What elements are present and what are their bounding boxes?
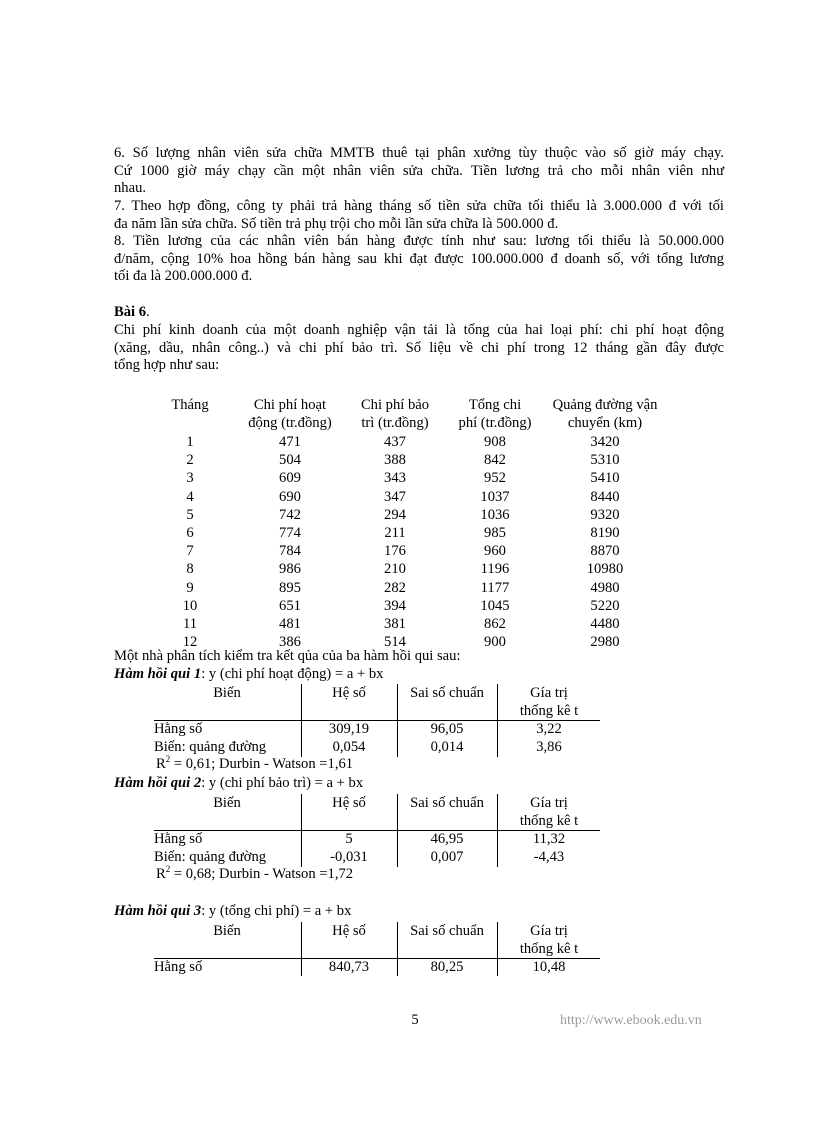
regression-header-row [154, 684, 600, 720]
table-row [160, 579, 680, 597]
header-t-statistic [498, 684, 600, 720]
table-cell: 504 [279, 452, 301, 469]
table-cell: 386 [279, 634, 301, 651]
header-standard-error: Sai số chuẩn [410, 795, 484, 811]
regression-formula: : y (chi phí hoạt động) = a + bx [201, 666, 384, 682]
footer-url: http://www.ebook.edu.vn [560, 1013, 702, 1028]
table-cell: 609 [279, 470, 301, 487]
table-cell: 895 [279, 579, 301, 596]
table-cell: 952 [484, 470, 506, 487]
regression-1-stats [156, 756, 353, 774]
table-body [160, 433, 680, 651]
table-cell: 3420 [590, 434, 620, 450]
regression-row [154, 830, 600, 848]
header-line: trì (tr.đồng) [361, 414, 429, 431]
header-t-statistic [498, 794, 600, 830]
table-cell: 8870 [590, 543, 620, 560]
table-row [160, 451, 680, 469]
regression-cell: 0,007 [430, 849, 464, 866]
table-cell: 7 [186, 543, 194, 560]
table-header-cell [540, 397, 670, 432]
regression-cell: 80,25 [430, 959, 464, 975]
paragraph-line: Cứ 1000 giờ máy chạy cần một nhân viên sửa chữa. Tiền lương trả cho mỗi nhân viên như [114, 162, 724, 179]
header-line: Quảng đường vận [552, 397, 658, 413]
header-line: Gía trị [530, 923, 568, 939]
exercise-title-dot: . [146, 304, 150, 320]
regression-cell: 0,054 [332, 739, 366, 756]
table-cell: 1196 [480, 561, 510, 578]
table-cell: 690 [279, 488, 301, 505]
table-cell: 960 [484, 543, 506, 560]
regression-header-row [154, 922, 600, 958]
table-cell: 1037 [480, 488, 510, 505]
table-cell: 294 [384, 506, 406, 523]
table-cell: 10980 [586, 561, 624, 578]
table-cell: 986 [279, 561, 301, 578]
table-cell: 651 [279, 597, 301, 614]
table-cell: 388 [384, 452, 406, 469]
table-row [160, 469, 680, 487]
table-cell: 908 [484, 434, 506, 450]
regression-cell: 840,73 [328, 959, 370, 975]
table-cell: 5 [186, 506, 194, 523]
regression-cell: 0,014 [430, 739, 464, 756]
table-header-cell [160, 397, 220, 415]
table-cell: 514 [384, 634, 406, 651]
table-cell: 5220 [590, 597, 620, 614]
table-header [160, 397, 680, 433]
table-cell: 9 [186, 579, 194, 596]
header-divider [154, 720, 600, 721]
table-cell: 471 [279, 434, 301, 450]
table-row [160, 542, 680, 560]
table-cell: 12 [182, 634, 198, 651]
table-cell: 900 [484, 634, 506, 651]
header-variable: Biến [213, 923, 241, 939]
header-line: Gía trị [530, 685, 568, 701]
header-divider [154, 958, 600, 959]
header-divider [154, 830, 600, 831]
table-cell: 210 [384, 561, 406, 578]
table-cell: 394 [384, 597, 406, 614]
r-squared-exponent: 2 [165, 754, 171, 765]
paragraph-line: nhau. [114, 180, 147, 197]
regression-cell: 3,22 [536, 721, 562, 737]
table-row [160, 488, 680, 506]
regression-1-title [114, 666, 383, 684]
header-line: chuyển (km) [567, 414, 643, 431]
regression-cell: 5 [345, 831, 353, 847]
table-row [160, 597, 680, 615]
table-cell: 6 [186, 524, 194, 541]
intro-line: (xăng, dầu, nhân công..) và chi phí bảo trì. Số liệu về chi phí trong 12 tháng gần đây được [114, 339, 724, 356]
header-coefficient: Hệ số [332, 685, 366, 701]
regression-2-title [114, 775, 363, 793]
header-line: thống kê t [519, 941, 579, 957]
header-standard-error: Sai số chuẩn [410, 923, 484, 939]
cost-data-table [160, 397, 680, 651]
table-cell: 282 [384, 579, 406, 596]
column-divider [301, 922, 302, 976]
table-cell: 985 [484, 524, 506, 541]
table-cell: 381 [384, 615, 406, 632]
regression-1-table [154, 684, 600, 757]
intro-line: Chi phí kinh doanh của một doanh nghiệp vận tải là tổng của hai loại phí: chi phí hoạt động [114, 322, 724, 338]
regression-cell: Biến: quảng đường [154, 739, 267, 756]
paragraph-line: 6. Số lượng nhân viên sửa chữa MMTB thuê tại phân xưởng tùy thuộc vào số giờ máy chạy. [114, 145, 724, 161]
table-cell: 862 [484, 615, 506, 632]
header-coefficient: Hệ số [332, 795, 366, 811]
regression-label: Hàm hồi qui 2 [114, 775, 202, 791]
r-squared-label: R [156, 756, 166, 772]
header-variable: Biến [213, 685, 241, 701]
table-cell: 1036 [480, 506, 510, 523]
table-cell: 5310 [590, 452, 620, 469]
analyst-note: Một nhà phân tích kiểm tra kết qủa của ba hàm hồi qui sau: [114, 648, 461, 664]
table-header-cell [345, 397, 445, 432]
table-cell: 4980 [590, 579, 620, 596]
regression-cell: -0,031 [330, 849, 368, 866]
regression-label: Hàm hồi qui 3 [114, 903, 202, 919]
regression-cell: Hằng số [154, 831, 203, 847]
table-cell: 176 [384, 543, 406, 560]
regression-3-table [154, 922, 600, 976]
table-header-cell [440, 397, 550, 432]
table-cell: 842 [484, 452, 506, 469]
header-line: thống kê t [519, 813, 579, 829]
table-cell: 2980 [590, 634, 620, 651]
table-cell: 8440 [590, 488, 620, 505]
paragraph-line: đ/năm, cộng 10% hoa hồng bán hàng sau khi đạt được 100.000.000 đ doanh số, với tổng lương [114, 250, 724, 267]
table-cell: 3 [186, 470, 194, 487]
table-row [160, 560, 680, 578]
table-row [160, 524, 680, 542]
header-line: phí (tr.đồng) [458, 414, 532, 431]
regression-2-stats [156, 866, 353, 884]
regression-cell: 96,05 [430, 721, 464, 737]
regression-cell: -4,43 [533, 849, 565, 866]
table-row [160, 506, 680, 524]
table-cell: 8190 [590, 524, 620, 541]
table-cell: 10 [182, 597, 198, 614]
paragraph-line: 7. Theo hợp đồng, công ty phải trả hàng tháng số tiền sửa chữa tối thiểu là 3.000.000 đ với tối [114, 198, 724, 214]
table-cell: 4 [186, 488, 194, 505]
table-cell: 11 [182, 615, 198, 632]
intro-line: tổng hợp như sau: [114, 357, 220, 374]
table-cell: 343 [384, 470, 406, 487]
exercise-title [114, 304, 150, 322]
table-cell: 5410 [590, 470, 620, 487]
table-cell: 742 [279, 506, 301, 523]
regression-row [154, 848, 600, 866]
table-cell: 1177 [480, 579, 510, 596]
regression-cell: 10,48 [532, 959, 566, 975]
header-line: Gía trị [530, 795, 568, 811]
table-cell: 774 [279, 524, 301, 541]
header-line: Tháng [171, 397, 209, 413]
header-standard-error: Sai số chuẩn [410, 685, 484, 701]
table-row [160, 615, 680, 633]
regression-label: Hàm hồi qui 1 [114, 666, 202, 682]
column-divider [497, 922, 498, 976]
table-cell: 2 [186, 452, 194, 469]
exercise-title-text: Bài 6 [114, 304, 147, 320]
regression-header-row [154, 794, 600, 830]
regression-formula: : y (tổng chi phí) = a + bx [201, 903, 352, 919]
table-cell: 4480 [590, 615, 620, 632]
regression-3-title [114, 903, 351, 921]
regression-cell: 11,32 [532, 831, 566, 847]
header-coefficient: Hệ số [332, 923, 366, 939]
table-cell: 8 [186, 561, 194, 578]
exercise-intro [114, 322, 724, 375]
regression-formula: : y (chi phí bảo trì) = a + bx [201, 775, 364, 791]
regression-row [154, 958, 600, 976]
regression-2-table [154, 794, 600, 867]
table-header-cell [235, 397, 345, 432]
table-cell: 784 [279, 543, 301, 560]
column-divider [397, 922, 398, 976]
stats-text: = 0,61; Durbin - Watson =1,61 [170, 756, 354, 772]
header-line: Tổng chi [468, 397, 522, 413]
regression-cell: 46,95 [430, 831, 464, 847]
regression-row [154, 738, 600, 756]
header-line: thống kê t [519, 703, 579, 719]
paragraph-item-7 [114, 198, 724, 233]
table-cell: 347 [384, 488, 406, 505]
table-cell: 211 [384, 524, 406, 541]
table-cell: 1045 [480, 597, 510, 614]
regression-row [154, 720, 600, 738]
paragraph-line: 8. Tiền lương của các nhân viên bán hàng được tính như sau: lương tối thiểu là 50.000.000 [114, 233, 724, 249]
table-cell: 1 [186, 434, 194, 450]
table-row [160, 433, 680, 451]
regression-cell: Hằng số [154, 721, 203, 737]
r-squared-label: R [156, 866, 166, 882]
header-line: Chi phí hoạt [253, 397, 327, 413]
header-variable: Biến [213, 795, 241, 811]
header-line: Chi phí bảo [360, 397, 430, 413]
regression-cell: Hằng số [154, 959, 203, 975]
regression-cell: Biến: quảng đường [154, 849, 267, 866]
table-cell: 481 [279, 615, 301, 632]
page-number: 5 [411, 1012, 419, 1028]
header-t-statistic [498, 922, 600, 958]
table-cell: 437 [384, 434, 406, 450]
header-line: động (tr.đồng) [248, 414, 332, 431]
paragraph-item-8 [114, 233, 724, 286]
regression-cell: 309,19 [328, 721, 370, 737]
regression-cell: 3,86 [536, 739, 562, 756]
paragraph-item-6 [114, 145, 724, 198]
paragraph-line: tối đa là 200.000.000 đ. [114, 268, 253, 285]
table-cell: 9320 [590, 506, 620, 523]
paragraph-line: đa năm lần sửa chữa. Số tiền trả phụ trội cho mỗi lần sửa chữa là 500.000 đ. [114, 215, 559, 232]
stats-text: = 0,68; Durbin - Watson =1,72 [170, 866, 354, 882]
r-squared-exponent: 2 [165, 864, 171, 875]
